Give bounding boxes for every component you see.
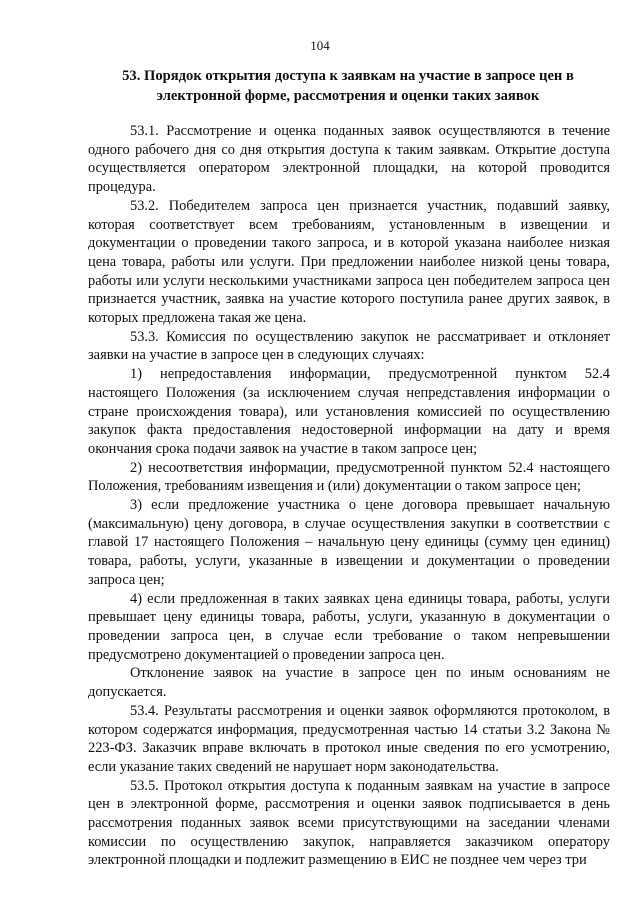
document-body	[88, 122, 610, 870]
paragraph-53-3: 53.3. Комиссия по осуществлению закупок не рассматривает и отклоняет заявки на участие в запросе цен в следующих случаях:	[88, 328, 610, 364]
list-item-2: 2) несоответствия информации, предусмотренной пунктом 52.4 настоящего Положения, требованиям извещения и (или) документации о таком запросе цен;	[88, 459, 610, 495]
page-number: 104	[310, 38, 330, 53]
paragraph-53-1: 53.1. Рассмотрение и оценка поданных заявок осуществляются в течение одного рабочего дня со дня открытия доступа к таким заявкам. Открытие доступа осуществляется оператором электронной площадки, на которой проводится процедура.	[88, 123, 610, 196]
rejection-note: Отклонение заявок на участие в запросе цен по иным основаниям не допускается.	[88, 665, 610, 701]
section-heading: 53. Порядок открытия доступа к заявкам на участие в запросе цен в электронной форме, рассмотрения и оценки таких заявок	[122, 68, 574, 104]
paragraph-53-2: 53.2. Победителем запроса цен признается участник, подавший заявку, которая соответствует всем требованиям, установленным в извещении и документации о проведении такого запроса, и в которой указана наиболее низкая цена товара, работы или услуги. При предложении наиболее низкой цены товара, работы или услуги несколькими участниками запроса цен победителем запроса цен признается участник, заявка на участие которого поступила ранее других заявок, в которых предложена такая же цена.	[88, 197, 610, 327]
paragraph-53-5: 53.5. Протокол открытия доступа к поданным заявкам на участие в запросе цен в электронной форме, рассмотрения и оценки заявок подписывается в день рассмотрения поданных заявок всеми присутствующими на заседании членами комиссии по осуществлению закупок, направляется заказчиком оператору электронной площадки и подлежит размещению в ЕИС не позднее чем через три	[88, 777, 610, 869]
list-item-1: 1) непредоставления информации, предусмотренной пунктом 52.4 настоящего Положения (за исключением случая непредставления информации о стране происхождения товара), или установления комиссией по осуществлению закупок факта предоставления недостоверной информации на дату и время окончания срока подачи заявок на участие в таком запросе цен;	[88, 366, 610, 457]
paragraph-53-4: 53.4. Результаты рассмотрения и оценки заявок оформляются протоколом, в котором содержатся информация, предусмотренная частью 14 статьи 3.2 Закона № 223-ФЗ. Заказчик вправе включать в протокол иные сведения по его усмотрению, если указание таких сведений не нарушает норм законодательства.	[88, 702, 610, 775]
list-item-3: 3) если предложение участника о цене договора превышает начальную (максимальную) цену договора, в случае осуществления закупки в соответствии с главой 17 настоящего Положения – начальную цену единицы (сумму цен единиц) товара, работы, услуги, указанные в извещении и документации о проведении запроса цен;	[88, 497, 610, 588]
list-item-4: 4) если предложенная в таких заявках цена единицы товара, работы, услуги превышает цену единицы товара, работы, услуги, указанную в документации о проведении запроса цен, в случае если требование о таком непревышении предусмотрено документацией о проведении запроса цен.	[88, 590, 610, 663]
